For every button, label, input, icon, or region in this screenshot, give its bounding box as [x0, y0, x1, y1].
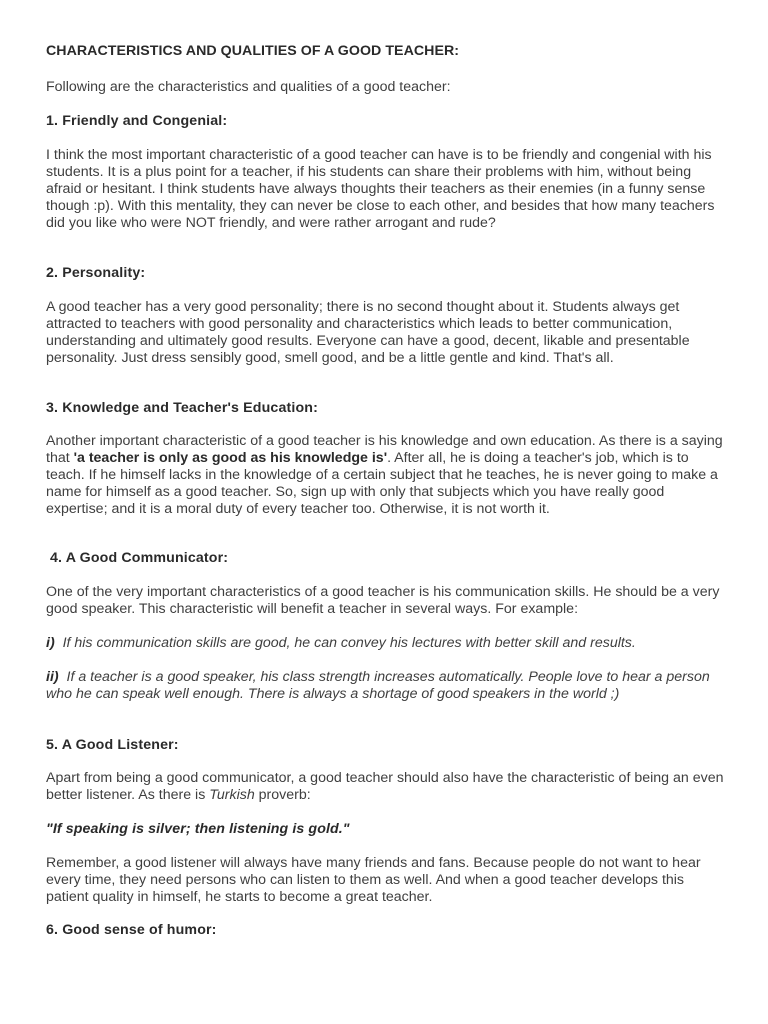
list-item-text: If his communication skills are good, he can convey his lectures with better skill and results.: [62, 635, 636, 651]
section-body-listener: [46, 770, 726, 804]
section-heading-friendly: 1. Friendly and Congenial:: [46, 113, 228, 129]
listener-proverb-origin: Turkish: [209, 786, 255, 803]
section-body-communicator: One of the very important characteristics of a good teacher is his communication skills. He should be a very good speaker. This characteristic will benefit a teacher in several ways. For example:: [46, 584, 720, 617]
section-body-knowledge: [46, 433, 726, 518]
list-item-text: If a teacher is a good speaker, his class strength increases automatically. People love to hear a person who he can speak well enough. There is always a shortage of good speakers in the world ;): [46, 669, 710, 702]
section-heading-listener: 5. A Good Listener:: [46, 737, 179, 753]
list-item-communication-2: [46, 669, 726, 703]
intro-paragraph: Following are the characteristics and qualities of a good teacher:: [46, 79, 451, 95]
document-title: CHARACTERISTICS AND QUALITIES OF A GOOD TEACHER:: [46, 43, 460, 59]
section-body-listener-2: Remember, a good listener will always have many friends and fans. Because people do not want to hear every time, they need persons who can listen to them as well. And when a good teacher develops this patient quality in himself, he starts to become a great teacher.: [46, 855, 701, 905]
proverb-quote: "If speaking is silver; then listening is gold.": [46, 821, 350, 837]
knowledge-saying: 'a teacher is only as good as his knowledge is': [73, 449, 388, 466]
list-item-communication-1: [46, 635, 726, 652]
section-heading-humor: 6. Good sense of humor:: [46, 922, 217, 938]
section-body-friendly: I think the most important characteristic of a good teacher can have is to be friendly and congenial with his students. It is a plus point for a teacher, if his students can share their problems with him, without being afraid or hesitant. I think students have always thoughts their teachers as their enemies (in a funny sense though :p). With this mentality, they can never be close to each other, and besides that how many teachers did you like who were NOT friendly, and were rather arrogant and rude?: [46, 147, 715, 231]
knowledge-text-end: . After all, he is doing a teacher's job, which is to teach. If he himself lacks in the knowledge of a certain subject that he teaches, he is never going to make a name for himself as a good teacher. So, sign up with only that subjects which you have really good expertise; and it is a moral duty of every teacher too. Otherwise, it is not worth it.: [46, 449, 718, 517]
section-body-personality: A good teacher has a very good personality; there is no second thought about it. Students always get attracted to teachers with good personality and characteristics which leads to better communication, understanding and ultimately good results. Everyone can have a good, decent, likable and presentable personality. Just dress sensibly good, smell good, and be a little gentle and kind. That's all.: [46, 299, 690, 366]
knowledge-text-start: Another important characteristic of a good teacher is his knowledge and own education. As there is a saying that: [46, 433, 723, 466]
listener-text-end: proverb:: [254, 786, 311, 803]
listener-text-start: Apart from being a good communicator, a good teacher should also have the characteristic of being an even better listener. As there is: [46, 770, 724, 803]
section-heading-communicator: 4. A Good Communicator:: [50, 550, 229, 566]
section-heading-personality: 2. Personality:: [46, 265, 146, 281]
section-heading-knowledge: 3. Knowledge and Teacher's Education:: [46, 400, 318, 416]
list-marker: ii): [46, 669, 59, 685]
list-marker: i): [46, 635, 55, 651]
